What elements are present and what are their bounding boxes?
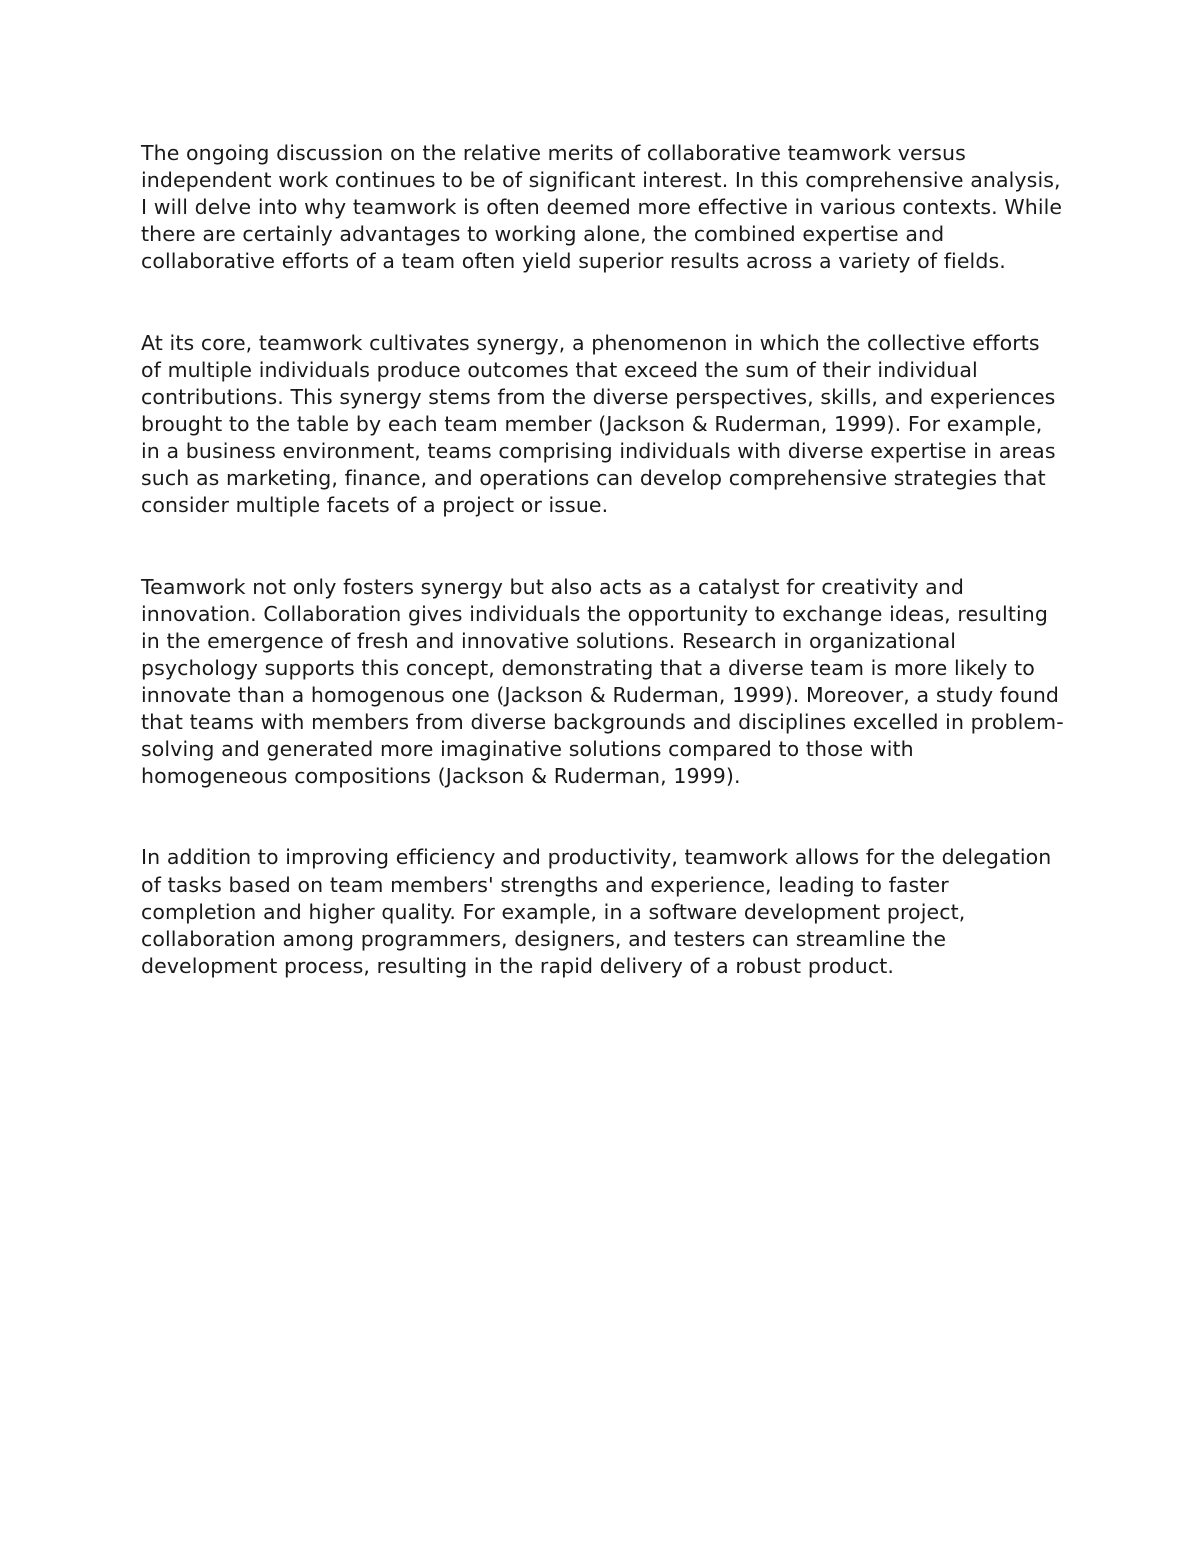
paragraph-synergy: At its core, teamwork cultivates synergy, a phenomenon in which the collective efforts of multiple individuals produce outcomes that exceed the sum of their individual contributions. This synergy stems from the diverse perspectives, skills, and experiences brought to the table by each team member (Jackson & Ruderman, 1999). For example, in a business environment, teams comprising individuals with diverse expertise in areas such as marketing, finance, and operations can develop comprehensive strategies that consider multiple facets of a project or issue.	[141, 330, 1056, 518]
paragraph-innovation: Teamwork not only fosters synergy but also acts as a catalyst for creativity and innovation. Collaboration gives individuals the opportunity to exchange ideas, resulting in the emergence of fresh and innovative solutions. Research in organizational psychology supports this concept, demonstrating that a diverse team is more likely to innovate than a homogenous one (Jackson & Ruderman, 1999). Moreover, a study found that teams with members from diverse backgrounds and disciplines excelled in problem-solving and generated more imaginative solutions compared to those with homogeneous compositions (Jackson & Ruderman, 1999).	[141, 574, 1064, 789]
paragraph-efficiency: In addition to improving efficiency and productivity, teamwork allows for the delegation of tasks based on team members' strengths and experience, leading to faster completion and higher quality. For example, in a software development project, collaboration among programmers, designers, and testers can streamline the development process, resulting in the rapid delivery of a robust product.	[141, 845, 1052, 978]
paragraph-intro: The ongoing discussion on the relative merits of collaborative teamwork versus independent work continues to be of significant interest. In this comprehensive analysis, I will delve into why teamwork is often deemed more effective in various contexts. While there are certainly advantages to working alone, the combined expertise and collaborative efforts of a team often yield superior results across a variety of fields.	[141, 141, 1063, 274]
document-body	[141, 140, 1066, 980]
